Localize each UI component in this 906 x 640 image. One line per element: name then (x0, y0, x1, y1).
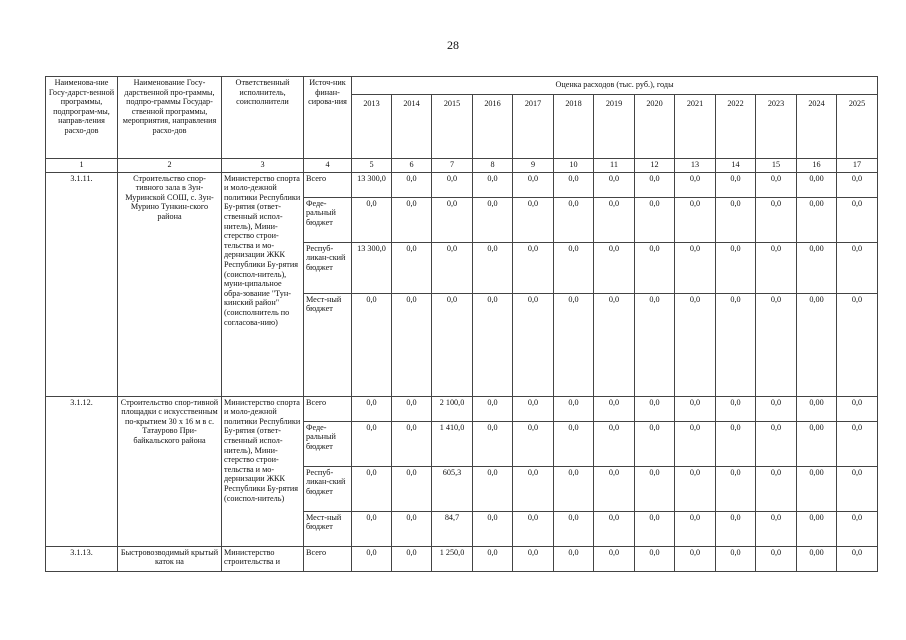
item-executor: Министерство спорта и моло-дежной политики Республики Бу-рятия (ответ-ственный испол-нитель), Мини-стерство строи-тельства и мо-дернизации ЖКК Республики Бу-рятия (соиспол-нитель) (222, 396, 304, 546)
amount-cell: 0,0 (837, 293, 878, 396)
amount-cell: 0,0 (635, 546, 675, 571)
amount-cell: 605,3 (432, 466, 473, 511)
funding-source: Феде-ральный бюджет (304, 421, 352, 466)
amount-cell: 0,0 (352, 197, 392, 242)
amount-cell: 0,0 (594, 396, 635, 421)
amount-cell: 0,0 (594, 242, 635, 293)
column-number: 3 (222, 158, 304, 172)
amount-cell: 0,0 (675, 546, 716, 571)
amount-cell: 0,0 (432, 293, 473, 396)
amount-cell: 0,00 (797, 396, 837, 421)
amount-cell: 0,0 (594, 511, 635, 546)
amount-cell: 0,0 (675, 197, 716, 242)
expenditure-table (45, 76, 878, 572)
amount-cell: 0,0 (392, 546, 432, 571)
amount-cell: 0,0 (675, 172, 716, 197)
amount-cell: 0,0 (513, 466, 554, 511)
funding-source: Всего (304, 546, 352, 571)
table-row (46, 172, 878, 197)
amount-cell: 0,0 (554, 396, 594, 421)
amount-cell: 0,0 (675, 511, 716, 546)
amount-cell: 0,0 (675, 242, 716, 293)
amount-cell: 1 410,0 (432, 421, 473, 466)
column-number: 2 (118, 158, 222, 172)
amount-cell: 0,0 (432, 242, 473, 293)
amount-cell: 0,0 (352, 511, 392, 546)
amount-cell: 0,0 (716, 172, 756, 197)
year-header: 2016 (473, 94, 513, 158)
column-number: 17 (837, 158, 878, 172)
column-number: 12 (635, 158, 675, 172)
amount-cell: 0,0 (716, 421, 756, 466)
amount-cell: 0,0 (554, 421, 594, 466)
amount-cell: 0,0 (635, 511, 675, 546)
amount-cell: 0,0 (352, 421, 392, 466)
funding-source: Мест-ный бюджет (304, 293, 352, 396)
amount-cell: 0,00 (797, 511, 837, 546)
header-program-name: Наименова-ние Госу-дарст-венной программы, подпрограм-мы, направ-ления расхо-дов (46, 77, 118, 159)
amount-cell: 0,0 (392, 466, 432, 511)
amount-cell: 0,0 (675, 466, 716, 511)
amount-cell: 0,0 (837, 421, 878, 466)
amount-cell: 0,0 (513, 511, 554, 546)
amount-cell: 0,0 (554, 511, 594, 546)
amount-cell: 0,0 (756, 293, 797, 396)
year-header: 2024 (797, 94, 837, 158)
column-number: 7 (432, 158, 473, 172)
amount-cell: 0,0 (837, 546, 878, 571)
funding-source: Всего (304, 396, 352, 421)
amount-cell: 0,0 (352, 396, 392, 421)
amount-cell: 0,0 (635, 466, 675, 511)
amount-cell: 0,00 (797, 466, 837, 511)
amount-cell: 0,0 (432, 197, 473, 242)
amount-cell: 0,0 (716, 242, 756, 293)
amount-cell: 0,0 (756, 421, 797, 466)
amount-cell: 0,0 (554, 197, 594, 242)
amount-cell: 0,0 (392, 396, 432, 421)
year-header: 2019 (594, 94, 635, 158)
amount-cell: 0,0 (716, 466, 756, 511)
amount-cell: 0,0 (392, 293, 432, 396)
header-executor: Ответственный исполнитель, соисполнители (222, 77, 304, 159)
year-header: 2021 (675, 94, 716, 158)
amount-cell: 0,0 (473, 421, 513, 466)
column-number: 4 (304, 158, 352, 172)
amount-cell: 0,0 (635, 197, 675, 242)
amount-cell: 0,0 (716, 511, 756, 546)
amount-cell: 0,0 (635, 421, 675, 466)
column-number: 9 (513, 158, 554, 172)
amount-cell: 0,0 (513, 421, 554, 466)
page-number: 28 (447, 38, 459, 52)
year-header: 2022 (716, 94, 756, 158)
amount-cell: 0,0 (513, 172, 554, 197)
amount-cell: 0,0 (837, 466, 878, 511)
amount-cell: 0,0 (513, 546, 554, 571)
amount-cell: 0,0 (352, 293, 392, 396)
header-row (46, 77, 878, 95)
column-numbers-row (46, 158, 878, 172)
amount-cell: 0,0 (594, 293, 635, 396)
amount-cell: 0,0 (635, 293, 675, 396)
funding-source: Респуб-ликан-ский бюджет (304, 242, 352, 293)
amount-cell: 0,0 (513, 242, 554, 293)
amount-cell: 0,0 (675, 421, 716, 466)
amount-cell: 0,0 (432, 172, 473, 197)
funding-source: Мест-ный бюджет (304, 511, 352, 546)
amount-cell: 0,0 (473, 546, 513, 571)
amount-cell: 0,0 (837, 242, 878, 293)
amount-cell: 0,0 (837, 197, 878, 242)
amount-cell: 0,00 (797, 197, 837, 242)
year-header: 2023 (756, 94, 797, 158)
amount-cell: 0,00 (797, 421, 837, 466)
amount-cell: 0,00 (797, 172, 837, 197)
year-header: 2018 (554, 94, 594, 158)
column-number: 6 (392, 158, 432, 172)
amount-cell: 0,0 (716, 293, 756, 396)
amount-cell: 0,0 (473, 293, 513, 396)
funding-source: Феде-ральный бюджет (304, 197, 352, 242)
amount-cell: 84,7 (432, 511, 473, 546)
amount-cell: 0,0 (392, 172, 432, 197)
amount-cell: 0,0 (756, 511, 797, 546)
amount-cell: 0,0 (473, 172, 513, 197)
amount-cell: 0,0 (513, 197, 554, 242)
item-name: Строительство спор-тивного зала в Зун-Муринской СОШ, с. Зун-Мурино Тункин-ского района (118, 172, 222, 396)
item-name: Быстровозводимый крытый каток на (118, 546, 222, 571)
amount-cell: 0,0 (594, 197, 635, 242)
amount-cell: 0,0 (635, 172, 675, 197)
header-measure-name: Наименование Госу-дарственной про-граммы, подпро-граммы Государ-ственной программы, мероприятия, направления расхо-дов (118, 77, 222, 159)
amount-cell: 0,0 (392, 242, 432, 293)
amount-cell: 0,0 (392, 511, 432, 546)
table-row (46, 546, 878, 571)
amount-cell: 1 250,0 (432, 546, 473, 571)
amount-cell: 0,0 (392, 421, 432, 466)
amount-cell: 0,0 (473, 242, 513, 293)
amount-cell: 0,0 (837, 511, 878, 546)
amount-cell: 0,00 (797, 293, 837, 396)
column-number: 10 (554, 158, 594, 172)
amount-cell: 0,0 (716, 546, 756, 571)
amount-cell: 0,00 (797, 242, 837, 293)
year-header: 2014 (392, 94, 432, 158)
amount-cell: 0,0 (756, 172, 797, 197)
amount-cell: 0,0 (473, 466, 513, 511)
year-header: 2017 (513, 94, 554, 158)
amount-cell: 0,0 (352, 466, 392, 511)
amount-cell: 2 100,0 (432, 396, 473, 421)
amount-cell: 0,0 (716, 197, 756, 242)
amount-cell: 0,0 (594, 421, 635, 466)
amount-cell: 0,0 (554, 546, 594, 571)
item-code: 3.1.12. (46, 396, 118, 546)
amount-cell: 0,0 (837, 396, 878, 421)
column-number: 16 (797, 158, 837, 172)
year-header: 2025 (837, 94, 878, 158)
amount-cell: 0,0 (635, 242, 675, 293)
column-number: 13 (675, 158, 716, 172)
item-code: 3.1.13. (46, 546, 118, 571)
amount-cell: 0,00 (797, 546, 837, 571)
amount-cell: 0,0 (756, 396, 797, 421)
header-funding-source: Источ-ник финан-сирова-ния (304, 77, 352, 159)
amount-cell: 0,0 (554, 242, 594, 293)
amount-cell: 0,0 (837, 172, 878, 197)
amount-cell: 13 300,0 (352, 242, 392, 293)
item-executor: Министерство спорта и моло-дежной политики Республики Бу-рятия (ответ-ственный испол-нитель), Мини-стерство строи-тельства и мо-дернизации ЖКК Республики Бу-рятия (соиспол-нитель), муни-ципальное обра-зование "Тун-кинский район" (соисполнитель по согласова-нию) (222, 172, 304, 396)
table-row (46, 396, 878, 421)
amount-cell: 0,0 (675, 396, 716, 421)
amount-cell: 0,0 (352, 546, 392, 571)
column-number: 15 (756, 158, 797, 172)
amount-cell: 0,0 (392, 197, 432, 242)
funding-source: Респуб-ликан-ский бюджет (304, 466, 352, 511)
item-executor: Министерство строительства и (222, 546, 304, 571)
item-name: Строительство спор-тивной площадки с искусственным по-крытием 30 х 16 м в с. Татаурово При-байкальского района (118, 396, 222, 546)
amount-cell: 0,0 (594, 172, 635, 197)
amount-cell: 0,0 (716, 396, 756, 421)
header-estimate: Оценка расходов (тыс. руб.), годы (352, 77, 878, 95)
amount-cell: 13 300,0 (352, 172, 392, 197)
column-number: 14 (716, 158, 756, 172)
column-number: 5 (352, 158, 392, 172)
amount-cell: 0,0 (473, 396, 513, 421)
amount-cell: 0,0 (635, 396, 675, 421)
column-number: 1 (46, 158, 118, 172)
amount-cell: 0,0 (513, 293, 554, 396)
amount-cell: 0,0 (594, 466, 635, 511)
item-code: 3.1.11. (46, 172, 118, 396)
amount-cell: 0,0 (554, 172, 594, 197)
funding-source: Всего (304, 172, 352, 197)
amount-cell: 0,0 (756, 466, 797, 511)
year-header: 2020 (635, 94, 675, 158)
amount-cell: 0,0 (554, 293, 594, 396)
amount-cell: 0,0 (473, 511, 513, 546)
amount-cell: 0,0 (756, 546, 797, 571)
amount-cell: 0,0 (594, 546, 635, 571)
amount-cell: 0,0 (675, 293, 716, 396)
amount-cell: 0,0 (473, 197, 513, 242)
amount-cell: 0,0 (756, 242, 797, 293)
amount-cell: 0,0 (554, 466, 594, 511)
year-header: 2015 (432, 94, 473, 158)
amount-cell: 0,0 (756, 197, 797, 242)
amount-cell: 0,0 (513, 396, 554, 421)
year-header: 2013 (352, 94, 392, 158)
column-number: 11 (594, 158, 635, 172)
column-number: 8 (473, 158, 513, 172)
